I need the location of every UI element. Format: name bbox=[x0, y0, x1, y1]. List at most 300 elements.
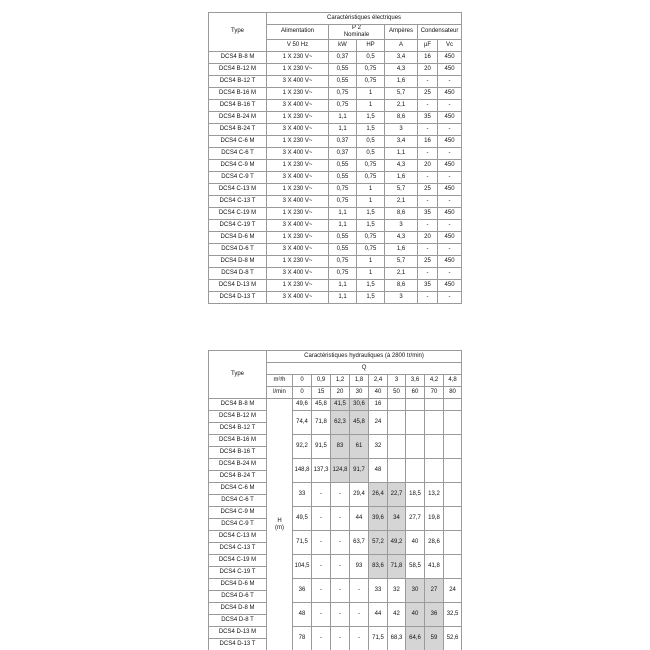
value-cell: 3 X 400 V~ bbox=[267, 219, 329, 231]
head-value-cell: 49,2 bbox=[388, 531, 406, 555]
head-value-cell: 104,5 bbox=[293, 555, 312, 579]
col-header-alimentation: Alimentation bbox=[267, 25, 329, 40]
value-cell: 1,1 bbox=[329, 219, 357, 231]
head-value-cell: - bbox=[331, 555, 350, 579]
value-cell: 1,6 bbox=[385, 243, 418, 255]
value-cell: 0,55 bbox=[329, 75, 357, 87]
type-cell: DCS4 B-12 T bbox=[209, 423, 267, 435]
value-cell: 35 bbox=[418, 279, 438, 291]
head-value-cell: - bbox=[331, 531, 350, 555]
type-cell: DCS4 C-13 T bbox=[209, 543, 267, 555]
value-cell: 1 bbox=[357, 183, 385, 195]
value-cell: 450 bbox=[438, 63, 462, 75]
type-cell: DCS4 B-16 T bbox=[209, 447, 267, 459]
type-cell: DCS4 D-8 T bbox=[209, 615, 267, 627]
head-value-cell: 24 bbox=[444, 579, 462, 603]
type-cell: DCS4 B-24 M bbox=[209, 111, 267, 123]
flow-lmin-value: 30 bbox=[350, 387, 369, 399]
flow-m3h-value: 0,9 bbox=[312, 375, 331, 387]
head-value-cell: 29,4 bbox=[350, 483, 369, 507]
type-cell: DCS4 C-6 M bbox=[209, 483, 267, 495]
value-cell: - bbox=[438, 171, 462, 183]
value-cell: - bbox=[438, 99, 462, 111]
hydraulic-title-row bbox=[209, 351, 462, 363]
head-value-cell: - bbox=[312, 483, 331, 507]
head-value-cell: - bbox=[312, 507, 331, 531]
value-cell: 20 bbox=[418, 159, 438, 171]
type-cell: DCS4 C-6 T bbox=[209, 495, 267, 507]
head-value-cell: 40 bbox=[406, 603, 425, 627]
value-cell: - bbox=[418, 243, 438, 255]
head-value-cell bbox=[444, 459, 462, 483]
head-value-cell: 32 bbox=[369, 435, 388, 459]
type-cell: DCS4 B-8 M bbox=[209, 399, 267, 411]
head-value-cell: - bbox=[312, 579, 331, 603]
type-cell: DCS4 D-8 T bbox=[209, 267, 267, 279]
value-cell: 25 bbox=[418, 255, 438, 267]
value-cell: - bbox=[418, 147, 438, 159]
value-cell: - bbox=[438, 219, 462, 231]
value-cell: 0,75 bbox=[329, 99, 357, 111]
head-value-cell: 49,6 bbox=[293, 399, 312, 411]
head-value-cell: 42 bbox=[388, 603, 406, 627]
value-cell: 35 bbox=[418, 207, 438, 219]
value-cell: 3 bbox=[385, 219, 418, 231]
table-row bbox=[209, 279, 462, 291]
table-row bbox=[209, 123, 462, 135]
value-cell: 1,1 bbox=[329, 111, 357, 123]
value-cell: 2,1 bbox=[385, 99, 418, 111]
value-cell: - bbox=[438, 243, 462, 255]
value-cell: 8,6 bbox=[385, 111, 418, 123]
head-value-cell: - bbox=[312, 603, 331, 627]
col-header-condensateur: Condensateur bbox=[418, 25, 462, 40]
head-value-cell: 48 bbox=[293, 603, 312, 627]
value-cell: 1 X 230 V~ bbox=[267, 159, 329, 171]
head-value-cell: - bbox=[331, 483, 350, 507]
value-cell: 3 X 400 V~ bbox=[267, 147, 329, 159]
head-value-cell bbox=[388, 399, 406, 411]
head-value-cell: 13,2 bbox=[425, 483, 444, 507]
electrical-table-title: Caractéristiques électriques bbox=[267, 13, 462, 25]
value-cell: 25 bbox=[418, 87, 438, 99]
head-value-cell: 148,8 bbox=[293, 459, 312, 483]
flow-m3h-value: 2,4 bbox=[369, 375, 388, 387]
value-cell: 1 X 230 V~ bbox=[267, 51, 329, 63]
type-cell: DCS4 B-16 T bbox=[209, 99, 267, 111]
table-row bbox=[209, 507, 462, 519]
value-cell: 5,7 bbox=[385, 87, 418, 99]
head-value-cell: 83 bbox=[331, 435, 350, 459]
col-header-hp: HP bbox=[357, 39, 385, 51]
table-row bbox=[209, 603, 462, 615]
type-cell: DCS4 B-24 M bbox=[209, 459, 267, 471]
flow-m3h-value: 4,2 bbox=[425, 375, 444, 387]
head-value-cell bbox=[406, 459, 425, 483]
head-value-cell: - bbox=[312, 555, 331, 579]
value-cell: 5,7 bbox=[385, 255, 418, 267]
table-row bbox=[209, 219, 462, 231]
head-value-cell: 19,8 bbox=[425, 507, 444, 531]
value-cell: 0,55 bbox=[329, 159, 357, 171]
value-cell: 8,6 bbox=[385, 207, 418, 219]
type-cell: DCS4 C-9 M bbox=[209, 159, 267, 171]
value-cell: 1 X 230 V~ bbox=[267, 63, 329, 75]
value-cell: 4,3 bbox=[385, 231, 418, 243]
value-cell: 1,1 bbox=[329, 291, 357, 303]
value-cell: 450 bbox=[438, 255, 462, 267]
table-row bbox=[209, 483, 462, 495]
head-value-cell: 40 bbox=[406, 531, 425, 555]
flow-lmin-value: 60 bbox=[406, 387, 425, 399]
type-cell: DCS4 B-24 T bbox=[209, 471, 267, 483]
value-cell: 3 X 400 V~ bbox=[267, 291, 329, 303]
head-value-cell bbox=[388, 459, 406, 483]
value-cell: 1,1 bbox=[329, 279, 357, 291]
head-value-cell bbox=[388, 435, 406, 459]
head-value-cell bbox=[444, 531, 462, 555]
m3h-label: m³/h bbox=[267, 375, 293, 387]
head-value-cell: 45,8 bbox=[350, 411, 369, 435]
value-cell: 3 bbox=[385, 291, 418, 303]
value-cell: 1,1 bbox=[329, 207, 357, 219]
value-cell: 3 X 400 V~ bbox=[267, 75, 329, 87]
value-cell: - bbox=[418, 171, 438, 183]
electrical-table bbox=[208, 12, 462, 304]
value-cell: - bbox=[418, 267, 438, 279]
head-value-cell: 33 bbox=[369, 579, 388, 603]
type-cell: DCS4 C-6 M bbox=[209, 135, 267, 147]
head-value-cell: 36 bbox=[425, 603, 444, 627]
head-value-cell: 71,5 bbox=[293, 531, 312, 555]
head-value-cell: - bbox=[350, 579, 369, 603]
value-cell: 25 bbox=[418, 183, 438, 195]
table-row bbox=[209, 579, 462, 591]
type-cell: DCS4 D-13 T bbox=[209, 639, 267, 650]
table-row bbox=[209, 75, 462, 87]
col-header-p2-nominale bbox=[329, 25, 385, 40]
value-cell: 16 bbox=[418, 51, 438, 63]
head-value-cell bbox=[406, 435, 425, 459]
value-cell: 3,4 bbox=[385, 51, 418, 63]
type-cell: DCS4 C-19 M bbox=[209, 555, 267, 567]
value-cell: 4,3 bbox=[385, 159, 418, 171]
head-value-cell: 78 bbox=[293, 627, 312, 650]
value-cell: 3 bbox=[385, 123, 418, 135]
type-cell: DCS4 D-13 T bbox=[209, 291, 267, 303]
value-cell: 1 X 230 V~ bbox=[267, 231, 329, 243]
head-value-cell: 30,6 bbox=[350, 399, 369, 411]
value-cell: 0,75 bbox=[357, 75, 385, 87]
type-cell: DCS4 B-12 M bbox=[209, 63, 267, 75]
value-cell: 0,75 bbox=[329, 183, 357, 195]
head-value-cell: - bbox=[350, 627, 369, 650]
head-value-cell: 62,3 bbox=[331, 411, 350, 435]
head-value-cell: 39,6 bbox=[369, 507, 388, 531]
type-cell: DCS4 C-13 T bbox=[209, 195, 267, 207]
head-value-cell: 74,4 bbox=[293, 411, 312, 435]
head-value-cell: 36 bbox=[293, 579, 312, 603]
head-value-cell: 18,5 bbox=[406, 483, 425, 507]
type-cell: DCS4 C-19 T bbox=[209, 567, 267, 579]
table-row bbox=[209, 243, 462, 255]
table-row bbox=[209, 207, 462, 219]
value-cell: 3 X 400 V~ bbox=[267, 243, 329, 255]
flow-m3h-value: 1,8 bbox=[350, 375, 369, 387]
head-value-cell bbox=[406, 399, 425, 411]
head-value-cell bbox=[444, 435, 462, 459]
type-cell: DCS4 C-13 M bbox=[209, 531, 267, 543]
table-row bbox=[209, 87, 462, 99]
value-cell: 1,1 bbox=[329, 123, 357, 135]
value-cell: 1,5 bbox=[357, 207, 385, 219]
h-label-line1: H bbox=[277, 517, 282, 524]
type-cell: DCS4 C-6 T bbox=[209, 147, 267, 159]
value-cell: - bbox=[418, 291, 438, 303]
value-cell: 3,4 bbox=[385, 135, 418, 147]
value-cell: - bbox=[438, 147, 462, 159]
type-cell: DCS4 B-24 T bbox=[209, 123, 267, 135]
value-cell: 0,75 bbox=[329, 255, 357, 267]
head-value-cell: 57,2 bbox=[369, 531, 388, 555]
type-cell: DCS4 C-19 M bbox=[209, 207, 267, 219]
value-cell: 1 X 230 V~ bbox=[267, 183, 329, 195]
head-value-cell: 27 bbox=[425, 579, 444, 603]
table-row bbox=[209, 183, 462, 195]
electrical-title-row bbox=[209, 13, 462, 25]
head-value-cell: 33 bbox=[293, 483, 312, 507]
value-cell: 0,55 bbox=[329, 63, 357, 75]
value-cell: 0,75 bbox=[357, 231, 385, 243]
head-value-cell: 48 bbox=[369, 459, 388, 483]
head-value-cell: 49,5 bbox=[293, 507, 312, 531]
type-cell: DCS4 C-19 T bbox=[209, 219, 267, 231]
head-value-cell bbox=[444, 399, 462, 411]
flow-m3h-value: 4,8 bbox=[444, 375, 462, 387]
value-cell: 450 bbox=[438, 51, 462, 63]
head-value-cell: 41,5 bbox=[331, 399, 350, 411]
value-cell: 1,5 bbox=[357, 279, 385, 291]
col-header-vc: Vc bbox=[438, 39, 462, 51]
value-cell: 0,75 bbox=[357, 159, 385, 171]
table-row bbox=[209, 99, 462, 111]
value-cell: 0,75 bbox=[329, 195, 357, 207]
flow-lmin-value: 50 bbox=[388, 387, 406, 399]
head-value-cell: 32 bbox=[388, 579, 406, 603]
head-value-cell: - bbox=[350, 603, 369, 627]
type-cell: DCS4 D-13 M bbox=[209, 627, 267, 639]
hydraulic-table-body bbox=[209, 399, 462, 650]
type-cell: DCS4 C-9 T bbox=[209, 171, 267, 183]
flow-m3h-value: 3,6 bbox=[406, 375, 425, 387]
value-cell: 4,3 bbox=[385, 63, 418, 75]
value-cell: 20 bbox=[418, 231, 438, 243]
value-cell: - bbox=[418, 195, 438, 207]
head-value-cell: - bbox=[312, 531, 331, 555]
head-value-cell: 16 bbox=[369, 399, 388, 411]
table-row bbox=[209, 531, 462, 543]
head-value-cell: 61 bbox=[350, 435, 369, 459]
table-row bbox=[209, 627, 462, 639]
value-cell: - bbox=[418, 219, 438, 231]
table-row bbox=[209, 51, 462, 63]
head-value-cell: 124,8 bbox=[331, 459, 350, 483]
p2-line1: P 2 bbox=[352, 25, 361, 31]
head-value-cell: 45,8 bbox=[312, 399, 331, 411]
head-value-cell bbox=[444, 555, 462, 579]
hydraulic-table-title: Caractéristiques hydrauliques (à 2800 tr/min) bbox=[267, 351, 462, 363]
head-value-cell bbox=[388, 411, 406, 435]
flow-m3h-value: 3 bbox=[388, 375, 406, 387]
type-cell: DCS4 C-9 M bbox=[209, 507, 267, 519]
table-row bbox=[209, 411, 462, 423]
p2-line2: Nominale bbox=[343, 31, 370, 38]
value-cell: 3 X 400 V~ bbox=[267, 267, 329, 279]
h-unit-label bbox=[267, 399, 293, 650]
value-cell: - bbox=[418, 75, 438, 87]
head-value-cell: 137,3 bbox=[312, 459, 331, 483]
electrical-type-header: Type bbox=[209, 13, 267, 52]
head-value-cell bbox=[425, 411, 444, 435]
value-cell: 0,37 bbox=[329, 51, 357, 63]
head-value-cell: 22,7 bbox=[388, 483, 406, 507]
value-cell: 16 bbox=[418, 135, 438, 147]
head-value-cell: 59 bbox=[425, 627, 444, 650]
table-row bbox=[209, 147, 462, 159]
flow-lmin-value: 20 bbox=[331, 387, 350, 399]
value-cell: 1 bbox=[357, 195, 385, 207]
value-cell: 450 bbox=[438, 207, 462, 219]
head-value-cell: 58,5 bbox=[406, 555, 425, 579]
value-cell: 450 bbox=[438, 135, 462, 147]
value-cell: 450 bbox=[438, 159, 462, 171]
value-cell: - bbox=[418, 99, 438, 111]
head-value-cell: 24 bbox=[369, 411, 388, 435]
value-cell: 1 X 230 V~ bbox=[267, 207, 329, 219]
type-cell: DCS4 D-6 T bbox=[209, 591, 267, 603]
type-cell: DCS4 D-6 T bbox=[209, 243, 267, 255]
value-cell: 1 X 230 V~ bbox=[267, 135, 329, 147]
value-cell: 0,5 bbox=[357, 51, 385, 63]
head-value-cell: 52,6 bbox=[444, 627, 462, 650]
table-row bbox=[209, 63, 462, 75]
value-cell: 3 X 400 V~ bbox=[267, 99, 329, 111]
electrical-table-body bbox=[209, 51, 462, 303]
value-cell: 35 bbox=[418, 111, 438, 123]
head-value-cell bbox=[425, 399, 444, 411]
head-value-cell: 68,3 bbox=[388, 627, 406, 650]
table-row bbox=[209, 195, 462, 207]
head-value-cell: 91,7 bbox=[350, 459, 369, 483]
head-value-cell: 92,2 bbox=[293, 435, 312, 459]
value-cell: 1,1 bbox=[385, 147, 418, 159]
value-cell: 0,75 bbox=[357, 171, 385, 183]
table-row bbox=[209, 291, 462, 303]
head-value-cell: - bbox=[331, 627, 350, 650]
value-cell: 8,6 bbox=[385, 279, 418, 291]
head-value-cell bbox=[406, 411, 425, 435]
flow-lmin-value: 0 bbox=[293, 387, 312, 399]
head-value-cell: - bbox=[331, 603, 350, 627]
value-cell: - bbox=[438, 75, 462, 87]
value-cell: 0,75 bbox=[329, 267, 357, 279]
head-value-cell: - bbox=[331, 507, 350, 531]
head-value-cell: 41,8 bbox=[425, 555, 444, 579]
value-cell: 1 bbox=[357, 87, 385, 99]
value-cell: 450 bbox=[438, 111, 462, 123]
table-row bbox=[209, 111, 462, 123]
value-cell: 450 bbox=[438, 279, 462, 291]
hydraulic-type-header: Type bbox=[209, 351, 267, 399]
value-cell: 20 bbox=[418, 63, 438, 75]
type-cell: DCS4 B-16 M bbox=[209, 435, 267, 447]
type-cell: DCS4 B-8 M bbox=[209, 51, 267, 63]
head-value-cell: 64,6 bbox=[406, 627, 425, 650]
table-row bbox=[209, 555, 462, 567]
value-cell: 1 bbox=[357, 255, 385, 267]
table-row bbox=[209, 159, 462, 171]
value-cell: 450 bbox=[438, 87, 462, 99]
type-cell: DCS4 B-16 M bbox=[209, 87, 267, 99]
value-cell: 0,55 bbox=[329, 171, 357, 183]
head-value-cell: 44 bbox=[369, 603, 388, 627]
table-row bbox=[209, 435, 462, 447]
head-value-cell: 83,6 bbox=[369, 555, 388, 579]
head-value-cell: 32,5 bbox=[444, 603, 462, 627]
value-cell: 1,5 bbox=[357, 123, 385, 135]
value-cell: 0,55 bbox=[329, 243, 357, 255]
value-cell: 0,37 bbox=[329, 147, 357, 159]
value-cell: 0,5 bbox=[357, 147, 385, 159]
col-header-uf: µF bbox=[418, 39, 438, 51]
value-cell: 0,5 bbox=[357, 135, 385, 147]
head-value-cell: 71,5 bbox=[369, 627, 388, 650]
value-cell: 1 X 230 V~ bbox=[267, 111, 329, 123]
value-cell: 1 bbox=[357, 99, 385, 111]
value-cell: 1,5 bbox=[357, 219, 385, 231]
value-cell: 3 X 400 V~ bbox=[267, 195, 329, 207]
value-cell: 1,5 bbox=[357, 111, 385, 123]
head-value-cell bbox=[425, 459, 444, 483]
table-row bbox=[209, 135, 462, 147]
value-cell: 1 X 230 V~ bbox=[267, 87, 329, 99]
head-value-cell bbox=[444, 483, 462, 507]
value-cell: 5,7 bbox=[385, 183, 418, 195]
head-value-cell bbox=[444, 507, 462, 531]
lmin-label: l/min bbox=[267, 387, 293, 399]
type-cell: DCS4 B-12 T bbox=[209, 75, 267, 87]
value-cell: 1 X 230 V~ bbox=[267, 255, 329, 267]
value-cell: 1,5 bbox=[357, 291, 385, 303]
value-cell: 450 bbox=[438, 183, 462, 195]
head-value-cell: 34 bbox=[388, 507, 406, 531]
value-cell: 1 bbox=[357, 267, 385, 279]
table-row bbox=[209, 231, 462, 243]
value-cell: 2,1 bbox=[385, 195, 418, 207]
value-cell: 0,75 bbox=[357, 243, 385, 255]
value-cell: 0,75 bbox=[329, 87, 357, 99]
type-cell: DCS4 C-9 T bbox=[209, 519, 267, 531]
head-value-cell: 27,7 bbox=[406, 507, 425, 531]
value-cell: - bbox=[438, 195, 462, 207]
type-cell: DCS4 B-12 M bbox=[209, 411, 267, 423]
h-label-line2: (m) bbox=[275, 524, 284, 531]
value-cell: 2,1 bbox=[385, 267, 418, 279]
q-label: Q bbox=[267, 363, 462, 375]
col-header-kw: kW bbox=[329, 39, 357, 51]
flow-lmin-value: 80 bbox=[444, 387, 462, 399]
value-cell: 3 X 400 V~ bbox=[267, 123, 329, 135]
